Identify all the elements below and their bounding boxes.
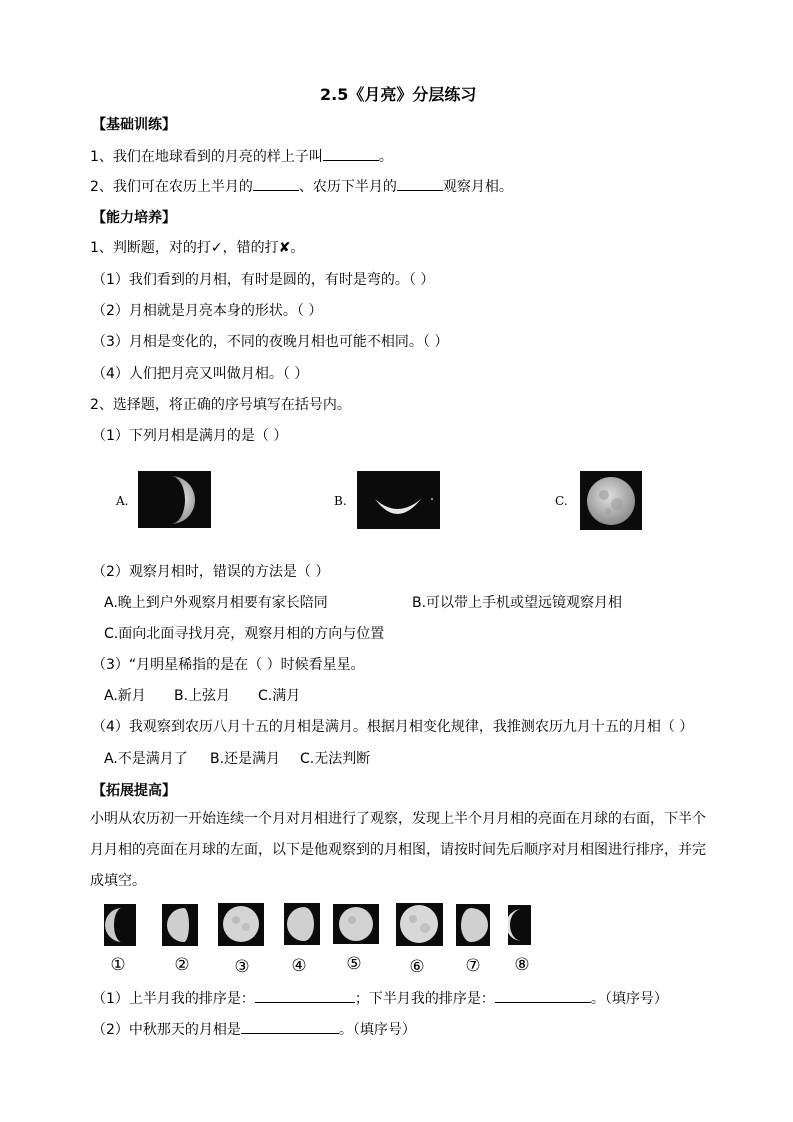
fill-1-c: 。（填序号）	[590, 991, 668, 1007]
moon-photo-a	[138, 471, 211, 528]
phase-number-8: ⑧	[514, 955, 530, 975]
fill-2-b: 。（填序号）	[338, 1022, 416, 1038]
phase-number-1: ①	[110, 955, 126, 975]
choice-2: （2）观察月相时，错误的方法是（ ）	[92, 564, 330, 580]
moon-photo-c	[580, 471, 642, 530]
blank-mid-autumn	[241, 1019, 339, 1034]
option-b-label: B.	[334, 494, 347, 508]
blank-q2-2	[397, 176, 443, 191]
waxing-crescent-left-icon	[104, 904, 136, 946]
fill-question-2	[92, 1019, 416, 1040]
judge-item-3: （3）月相是变化的，不同的夜晚月相也可能不相同。（ ）	[92, 334, 449, 350]
gibbous-right-icon	[456, 904, 490, 946]
basic-q2-b: 、农历下半月的	[298, 179, 397, 195]
phase-image-1	[104, 904, 136, 946]
blank-first-half	[255, 988, 355, 1003]
choice-4: （4）我观察到农历八月十五的月相是满月。根据月相变化规律，我推测农历九月十五的月相（ ）	[92, 719, 694, 735]
gibbous-moon-icon	[138, 471, 211, 528]
choice-4-option-a: A.不是满月了	[104, 751, 188, 767]
fill-1-a: （1）上半月我的排序是：	[92, 991, 255, 1007]
phase-image-5	[333, 904, 379, 944]
full-moon-icon	[333, 904, 379, 944]
basic-question-2	[90, 176, 513, 197]
basic-q1-text: 1、我们在地球看到的月亮的样上子叫	[90, 149, 323, 165]
judge-intro-a: 1、判断题，对的打	[90, 240, 211, 256]
basic-q2-c: 观察月相。	[442, 179, 513, 195]
check-mark-icon: ✓	[210, 240, 223, 256]
option-a-label: A.	[116, 494, 129, 508]
phase-number-6: ⑥	[409, 957, 425, 977]
blank-q1	[323, 146, 379, 161]
blank-second-half	[495, 988, 591, 1003]
phase-number-2: ②	[174, 955, 190, 975]
phase-number-5: ⑤	[346, 954, 362, 974]
full-moon-icon	[396, 903, 443, 946]
section-basic-heading: 【基础训练】	[92, 117, 176, 133]
basic-q2-a: 2、我们可在农历上半月的	[90, 179, 253, 195]
judge-item-1: （1）我们看到的月相，有时是圆的，有时是弯的。（ ）	[92, 272, 435, 288]
crescent-moon-icon	[357, 471, 440, 529]
choice-4-option-b: B.还是满月	[210, 751, 281, 767]
cross-mark-icon: ✘	[278, 240, 291, 256]
gibbous-left-icon	[284, 903, 320, 945]
basic-question-1	[90, 146, 393, 167]
judge-item-2: （2）月相就是月亮本身的形状。（ ）	[92, 303, 323, 319]
fill-1-b: ；下半月我的排序是：	[354, 991, 495, 1007]
fill-2-a: （2）中秋那天的月相是	[92, 1022, 241, 1038]
choice-4-option-c: C.无法判断	[300, 751, 371, 767]
choice-3-option-c: C.满月	[258, 688, 301, 704]
choice-3: （3）“月明星稀指的是在（ ）时候看星星。	[92, 657, 365, 673]
phase-image-6	[396, 903, 443, 946]
page-title: 2.5《月亮》分层练习	[320, 85, 477, 104]
judge-intro	[90, 238, 304, 258]
judge-intro-c: 。	[290, 240, 305, 256]
choice-3-option-b: B.上弦月	[174, 688, 231, 704]
full-moon-icon	[218, 903, 264, 946]
moon-photo-b	[357, 471, 440, 529]
judge-item-4: （4）人们把月亮又叫做月相。（ ）	[92, 366, 309, 382]
phase-image-2	[162, 904, 198, 946]
section-ability-heading: 【能力培养】	[92, 210, 176, 226]
section-extend-heading: 【拓展提高】	[92, 783, 176, 799]
fill-question-1	[92, 988, 668, 1009]
full-moon-icon	[580, 471, 642, 530]
phase-image-4	[284, 903, 320, 945]
phase-number-7: ⑦	[465, 956, 481, 976]
blank-q2-1	[253, 176, 299, 191]
waning-crescent-icon	[508, 905, 531, 945]
phase-image-8	[508, 905, 531, 945]
phase-image-3	[218, 903, 264, 946]
extend-paragraph: 小明从农历初一开始连续一个月对月相进行了观察，发现上半个月月相的亮面在月球的右面，下半个月月相的亮面在月球的左面，以下是他观察到的月相图，请按时间先后顺序对月相图进行排序，并完成填空。	[90, 811, 706, 889]
choice-2-option-b: B.可以带上手机或望远镜观察月相	[412, 595, 623, 611]
judge-intro-b: ，错的打	[222, 240, 279, 256]
phase-number-3: ③	[234, 957, 250, 977]
phase-image-7	[456, 904, 490, 946]
choice-intro: 2、选择题，将正确的序号填写在括号内。	[90, 397, 351, 413]
choice-2-option-a: A.晚上到户外观察月相要有家长陪同	[104, 595, 328, 611]
choice-1: （1）下列月相是满月的是（ ）	[92, 428, 288, 444]
phase-number-4: ④	[291, 956, 307, 976]
choice-2-option-c: C.面向北面寻找月亮，观察月相的方向与位置	[104, 626, 385, 642]
basic-q1-end: 。	[378, 149, 393, 165]
option-c-label: C.	[555, 494, 568, 508]
choice-3-option-a: A.新月	[104, 688, 146, 704]
half-moon-left-icon	[162, 904, 198, 946]
